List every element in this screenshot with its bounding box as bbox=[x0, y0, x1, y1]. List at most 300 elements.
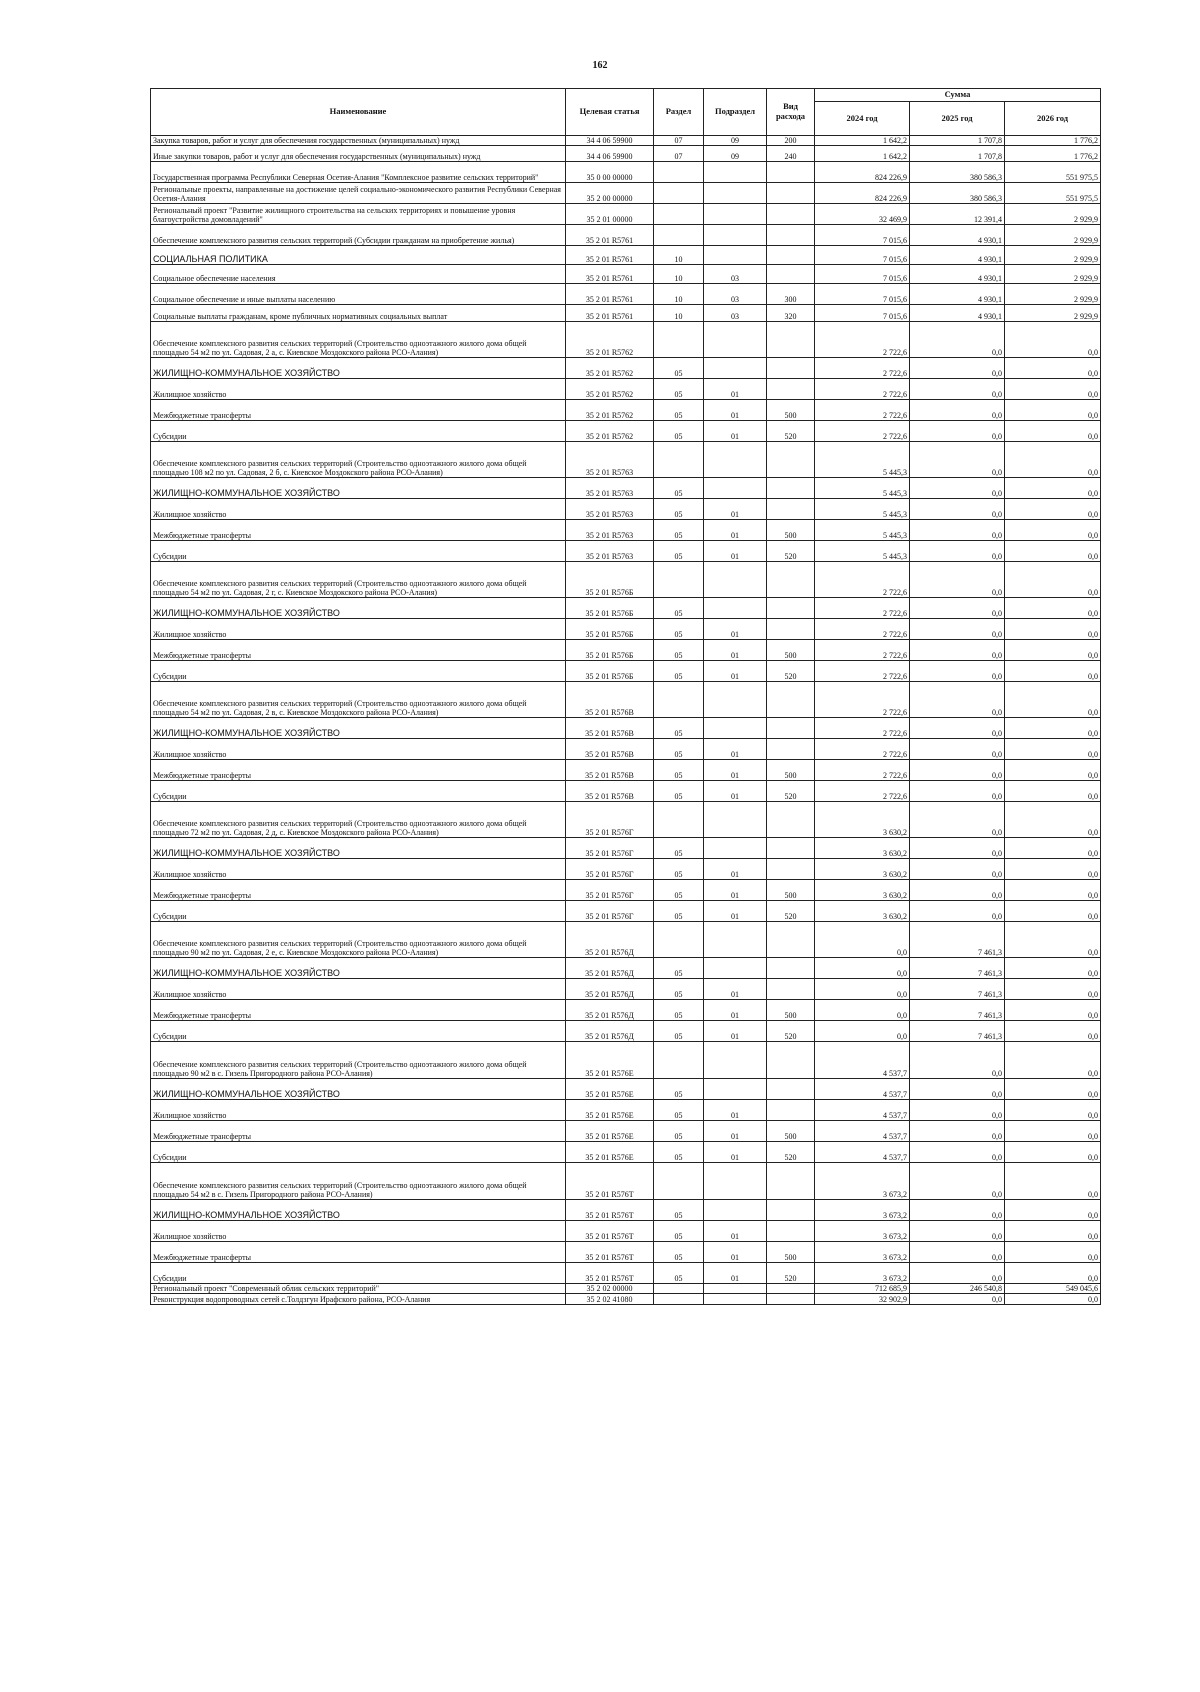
table-row bbox=[151, 901, 1101, 922]
cell-name: ЖИЛИЩНО-КОММУНАЛЬНОЕ ХОЗЯЙСТВО bbox=[151, 1079, 566, 1100]
table-row bbox=[151, 265, 1101, 284]
table-row bbox=[151, 838, 1101, 859]
cell-sum-2024: 5 445,3 bbox=[815, 442, 910, 478]
table-row bbox=[151, 802, 1101, 838]
cell-sum-2026: 0,0 bbox=[1005, 520, 1101, 541]
cell-expense-type bbox=[767, 322, 815, 358]
cell-target-article: 35 2 01 R5762 bbox=[566, 400, 654, 421]
cell-target-article: 35 2 01 R576Т bbox=[566, 1242, 654, 1263]
cell-target-article: 35 2 01 R5763 bbox=[566, 499, 654, 520]
cell-name: Социальное обеспечение и иные выплаты населению bbox=[151, 284, 566, 305]
cell-subsection: 09 bbox=[704, 136, 767, 146]
cell-sum-2025: 0,0 bbox=[910, 1221, 1005, 1242]
cell-name: Обеспечение комплексного развития сельских территорий (Строительство одноэтажного жилого дома общей площадью 54 м2 по ул. Садовая, 2 а, с. Киевское Моздокского района РСО-Алания) bbox=[151, 322, 566, 358]
cell-name: Жилищное хозяйство bbox=[151, 619, 566, 640]
table-body bbox=[151, 136, 1101, 1305]
cell-sum-2024: 3 630,2 bbox=[815, 838, 910, 859]
cell-sum-2026: 0,0 bbox=[1005, 442, 1101, 478]
cell-subsection: 01 bbox=[704, 979, 767, 1000]
cell-sum-2024: 4 537,7 bbox=[815, 1142, 910, 1163]
cell-name: Региональные проекты, направленные на достижение целей социально-экономического развития Республики Северная Осетия-Алания bbox=[151, 183, 566, 204]
cell-expense-type bbox=[767, 922, 815, 958]
cell-sum-2026: 0,0 bbox=[1005, 1079, 1101, 1100]
cell-section bbox=[654, 162, 704, 183]
cell-subsection bbox=[704, 183, 767, 204]
cell-sum-2024: 5 445,3 bbox=[815, 541, 910, 562]
cell-target-article: 35 2 01 R5763 bbox=[566, 541, 654, 562]
table-row bbox=[151, 1163, 1101, 1200]
header-expense-type: Вид расхода bbox=[767, 89, 815, 136]
cell-sum-2025: 0,0 bbox=[910, 1121, 1005, 1142]
table-row bbox=[151, 1100, 1101, 1121]
table-row bbox=[151, 322, 1101, 358]
cell-sum-2025: 4 930,1 bbox=[910, 246, 1005, 265]
cell-sum-2024: 7 015,6 bbox=[815, 305, 910, 322]
cell-subsection bbox=[704, 1200, 767, 1221]
cell-target-article: 35 2 01 R5763 bbox=[566, 520, 654, 541]
cell-section: 10 bbox=[654, 265, 704, 284]
cell-sum-2026: 0,0 bbox=[1005, 478, 1101, 499]
cell-name: Межбюджетные трансферты bbox=[151, 880, 566, 901]
cell-subsection bbox=[704, 442, 767, 478]
cell-sum-2026: 0,0 bbox=[1005, 379, 1101, 400]
cell-sum-2025: 0,0 bbox=[910, 640, 1005, 661]
cell-name: Обеспечение комплексного развития сельских территорий (Строительство одноэтажного жилого дома общей площадью 54 м2 по ул. Садовая, 2 в, с. Киевское Моздокского района РСО-Алания) bbox=[151, 682, 566, 718]
cell-name: Социальное обеспечение населения bbox=[151, 265, 566, 284]
table-row bbox=[151, 284, 1101, 305]
cell-sum-2026: 0,0 bbox=[1005, 781, 1101, 802]
cell-expense-type bbox=[767, 183, 815, 204]
cell-target-article: 35 2 01 R576Б bbox=[566, 598, 654, 619]
cell-target-article: 35 2 01 R576Д bbox=[566, 1000, 654, 1021]
cell-expense-type: 520 bbox=[767, 1263, 815, 1284]
cell-subsection bbox=[704, 1163, 767, 1200]
table-row bbox=[151, 1042, 1101, 1079]
cell-section bbox=[654, 322, 704, 358]
cell-name: Субсидии bbox=[151, 901, 566, 922]
cell-sum-2024: 3 673,2 bbox=[815, 1200, 910, 1221]
cell-section: 07 bbox=[654, 146, 704, 162]
table-header bbox=[151, 89, 1101, 136]
table-row bbox=[151, 1121, 1101, 1142]
cell-sum-2025: 0,0 bbox=[910, 1163, 1005, 1200]
cell-sum-2024: 0,0 bbox=[815, 1021, 910, 1042]
cell-section: 05 bbox=[654, 958, 704, 979]
cell-sum-2025: 0,0 bbox=[910, 838, 1005, 859]
table-row bbox=[151, 760, 1101, 781]
cell-sum-2026: 0,0 bbox=[1005, 598, 1101, 619]
cell-expense-type bbox=[767, 1042, 815, 1079]
cell-section: 05 bbox=[654, 1242, 704, 1263]
cell-sum-2026: 2 929,9 bbox=[1005, 225, 1101, 246]
cell-name: Жилищное хозяйство bbox=[151, 859, 566, 880]
cell-name: Субсидии bbox=[151, 541, 566, 562]
cell-section: 05 bbox=[654, 838, 704, 859]
cell-subsection: 01 bbox=[704, 400, 767, 421]
cell-sum-2026: 0,0 bbox=[1005, 1294, 1101, 1305]
cell-target-article: 35 2 01 R5762 bbox=[566, 421, 654, 442]
cell-sum-2024: 5 445,3 bbox=[815, 499, 910, 520]
cell-section: 05 bbox=[654, 358, 704, 379]
cell-subsection bbox=[704, 922, 767, 958]
header-year-2024: 2024 год bbox=[815, 102, 910, 136]
cell-sum-2024: 824 226,9 bbox=[815, 183, 910, 204]
cell-target-article: 35 0 00 00000 bbox=[566, 162, 654, 183]
cell-expense-type: 240 bbox=[767, 146, 815, 162]
cell-sum-2026: 0,0 bbox=[1005, 322, 1101, 358]
cell-sum-2026: 0,0 bbox=[1005, 760, 1101, 781]
cell-target-article: 35 2 01 R576Б bbox=[566, 619, 654, 640]
table-row bbox=[151, 958, 1101, 979]
cell-sum-2025: 7 461,3 bbox=[910, 1000, 1005, 1021]
cell-sum-2026: 0,0 bbox=[1005, 499, 1101, 520]
cell-expense-type bbox=[767, 802, 815, 838]
cell-sum-2025: 0,0 bbox=[910, 358, 1005, 379]
cell-sum-2026: 0,0 bbox=[1005, 859, 1101, 880]
cell-expense-type bbox=[767, 358, 815, 379]
cell-target-article: 35 2 01 R576Е bbox=[566, 1100, 654, 1121]
cell-sum-2026: 0,0 bbox=[1005, 802, 1101, 838]
cell-section: 05 bbox=[654, 1100, 704, 1121]
cell-sum-2024: 2 722,6 bbox=[815, 682, 910, 718]
cell-section: 05 bbox=[654, 478, 704, 499]
cell-target-article: 35 2 01 R576Е bbox=[566, 1121, 654, 1142]
cell-sum-2025: 4 930,1 bbox=[910, 305, 1005, 322]
cell-sum-2024: 5 445,3 bbox=[815, 478, 910, 499]
cell-sum-2024: 3 630,2 bbox=[815, 880, 910, 901]
cell-name: Обеспечение комплексного развития сельских территорий (Строительство одноэтажного жилого дома общей площадью 54 м2 по ул. Садовая, 2 г, с. Киевское Моздокского района РСО-Алания) bbox=[151, 562, 566, 598]
cell-name: Жилищное хозяйство bbox=[151, 1221, 566, 1242]
cell-sum-2026: 0,0 bbox=[1005, 880, 1101, 901]
cell-sum-2025: 0,0 bbox=[910, 661, 1005, 682]
cell-sum-2026: 0,0 bbox=[1005, 1242, 1101, 1263]
cell-section: 05 bbox=[654, 1000, 704, 1021]
cell-subsection bbox=[704, 1294, 767, 1305]
cell-sum-2024: 1 642,2 bbox=[815, 146, 910, 162]
cell-target-article: 35 2 01 R576Д bbox=[566, 1021, 654, 1042]
cell-sum-2026: 0,0 bbox=[1005, 619, 1101, 640]
cell-name: Реконструкция водопроводных сетей с.Толдзгун Ирафского района, РСО-Алания bbox=[151, 1294, 566, 1305]
cell-expense-type bbox=[767, 1163, 815, 1200]
cell-expense-type: 520 bbox=[767, 901, 815, 922]
cell-subsection: 01 bbox=[704, 1242, 767, 1263]
cell-sum-2026: 0,0 bbox=[1005, 718, 1101, 739]
cell-subsection: 01 bbox=[704, 1100, 767, 1121]
table-row bbox=[151, 1079, 1101, 1100]
cell-section: 05 bbox=[654, 901, 704, 922]
cell-subsection bbox=[704, 718, 767, 739]
cell-sum-2025: 7 461,3 bbox=[910, 1021, 1005, 1042]
cell-sum-2025: 0,0 bbox=[910, 541, 1005, 562]
cell-sum-2025: 0,0 bbox=[910, 421, 1005, 442]
cell-name: Субсидии bbox=[151, 1263, 566, 1284]
cell-target-article: 35 2 01 R576Г bbox=[566, 880, 654, 901]
cell-sum-2026: 0,0 bbox=[1005, 1000, 1101, 1021]
cell-expense-type bbox=[767, 838, 815, 859]
cell-subsection: 01 bbox=[704, 1021, 767, 1042]
cell-target-article: 35 2 01 R576В bbox=[566, 781, 654, 802]
cell-sum-2025: 380 586,3 bbox=[910, 162, 1005, 183]
cell-expense-type: 320 bbox=[767, 305, 815, 322]
cell-subsection bbox=[704, 358, 767, 379]
table-row bbox=[151, 1284, 1101, 1294]
cell-sum-2024: 2 722,6 bbox=[815, 379, 910, 400]
cell-section bbox=[654, 802, 704, 838]
budget-table bbox=[150, 88, 1101, 1305]
cell-target-article: 35 2 01 R5761 bbox=[566, 246, 654, 265]
cell-expense-type: 500 bbox=[767, 640, 815, 661]
cell-sum-2024: 2 722,6 bbox=[815, 781, 910, 802]
cell-subsection bbox=[704, 1042, 767, 1079]
cell-sum-2025: 7 461,3 bbox=[910, 922, 1005, 958]
cell-section: 05 bbox=[654, 661, 704, 682]
table-row bbox=[151, 541, 1101, 562]
cell-section bbox=[654, 1042, 704, 1079]
cell-sum-2024: 4 537,7 bbox=[815, 1121, 910, 1142]
cell-name: Субсидии bbox=[151, 781, 566, 802]
cell-sum-2024: 2 722,6 bbox=[815, 562, 910, 598]
cell-sum-2026: 0,0 bbox=[1005, 1100, 1101, 1121]
table-row bbox=[151, 136, 1101, 146]
cell-expense-type bbox=[767, 225, 815, 246]
cell-target-article: 35 2 01 R576Е bbox=[566, 1142, 654, 1163]
cell-name: СОЦИАЛЬНАЯ ПОЛИТИКА bbox=[151, 246, 566, 265]
cell-name: Обеспечение комплексного развития сельских территорий (Строительство одноэтажного жилого дома общей площадью 54 м2 в с. Гизель Пригородного района РСО-Алания) bbox=[151, 1163, 566, 1200]
cell-sum-2025: 0,0 bbox=[910, 520, 1005, 541]
cell-sum-2024: 7 015,6 bbox=[815, 246, 910, 265]
cell-section bbox=[654, 682, 704, 718]
cell-subsection: 01 bbox=[704, 661, 767, 682]
cell-name: Региональный проект "Развитие жилищного строительства на сельских территориях и повышение уровня благоустройства домовладений" bbox=[151, 204, 566, 225]
cell-sum-2026: 1 776,2 bbox=[1005, 136, 1101, 146]
cell-sum-2025: 0,0 bbox=[910, 739, 1005, 760]
cell-section: 05 bbox=[654, 598, 704, 619]
cell-expense-type: 500 bbox=[767, 760, 815, 781]
cell-section: 05 bbox=[654, 421, 704, 442]
table-row bbox=[151, 739, 1101, 760]
cell-subsection bbox=[704, 246, 767, 265]
cell-section bbox=[654, 225, 704, 246]
cell-name: Межбюджетные трансферты bbox=[151, 520, 566, 541]
table-row bbox=[151, 442, 1101, 478]
cell-expense-type: 520 bbox=[767, 661, 815, 682]
cell-name: Обеспечение комплексного развития сельских территорий (Субсидии гражданам на приобретение жилья) bbox=[151, 225, 566, 246]
cell-target-article: 35 2 01 00000 bbox=[566, 204, 654, 225]
cell-name: Межбюджетные трансферты bbox=[151, 1121, 566, 1142]
cell-sum-2025: 0,0 bbox=[910, 802, 1005, 838]
cell-sum-2024: 2 722,6 bbox=[815, 661, 910, 682]
cell-sum-2026: 0,0 bbox=[1005, 739, 1101, 760]
cell-sum-2024: 2 722,6 bbox=[815, 718, 910, 739]
table-row bbox=[151, 1242, 1101, 1263]
cell-expense-type bbox=[767, 379, 815, 400]
cell-sum-2025: 7 461,3 bbox=[910, 979, 1005, 1000]
cell-sum-2026: 0,0 bbox=[1005, 562, 1101, 598]
cell-name: ЖИЛИЩНО-КОММУНАЛЬНОЕ ХОЗЯЙСТВО bbox=[151, 1200, 566, 1221]
cell-expense-type: 520 bbox=[767, 1142, 815, 1163]
cell-target-article: 35 2 01 R576Т bbox=[566, 1163, 654, 1200]
cell-name: ЖИЛИЩНО-КОММУНАЛЬНОЕ ХОЗЯЙСТВО bbox=[151, 358, 566, 379]
cell-sum-2026: 0,0 bbox=[1005, 421, 1101, 442]
cell-expense-type bbox=[767, 1294, 815, 1305]
cell-sum-2025: 0,0 bbox=[910, 1200, 1005, 1221]
cell-subsection: 01 bbox=[704, 901, 767, 922]
cell-section: 05 bbox=[654, 1221, 704, 1242]
cell-section bbox=[654, 204, 704, 225]
cell-sum-2025: 0,0 bbox=[910, 1294, 1005, 1305]
cell-sum-2024: 0,0 bbox=[815, 958, 910, 979]
table-row bbox=[151, 661, 1101, 682]
cell-sum-2025: 7 461,3 bbox=[910, 958, 1005, 979]
cell-target-article: 35 2 01 R576Б bbox=[566, 562, 654, 598]
cell-target-article: 35 2 01 R5761 bbox=[566, 265, 654, 284]
cell-section: 10 bbox=[654, 305, 704, 322]
cell-target-article: 35 2 01 R576Т bbox=[566, 1221, 654, 1242]
cell-sum-2026: 0,0 bbox=[1005, 1121, 1101, 1142]
cell-sum-2024: 2 722,6 bbox=[815, 322, 910, 358]
cell-subsection: 03 bbox=[704, 284, 767, 305]
cell-sum-2026: 0,0 bbox=[1005, 1200, 1101, 1221]
cell-expense-type bbox=[767, 1200, 815, 1221]
cell-sum-2025: 0,0 bbox=[910, 781, 1005, 802]
cell-expense-type: 500 bbox=[767, 880, 815, 901]
cell-name: ЖИЛИЩНО-КОММУНАЛЬНОЕ ХОЗЯЙСТВО bbox=[151, 718, 566, 739]
cell-sum-2024: 2 722,6 bbox=[815, 598, 910, 619]
cell-section bbox=[654, 922, 704, 958]
cell-subsection bbox=[704, 598, 767, 619]
cell-target-article: 35 2 01 R576Е bbox=[566, 1079, 654, 1100]
table-row bbox=[151, 499, 1101, 520]
table-row bbox=[151, 1200, 1101, 1221]
cell-target-article: 35 2 01 R576Б bbox=[566, 661, 654, 682]
cell-sum-2026: 0,0 bbox=[1005, 358, 1101, 379]
cell-sum-2024: 2 722,6 bbox=[815, 739, 910, 760]
cell-sum-2025: 0,0 bbox=[910, 1100, 1005, 1121]
cell-sum-2025: 4 930,1 bbox=[910, 225, 1005, 246]
cell-sum-2025: 1 707,8 bbox=[910, 146, 1005, 162]
cell-subsection: 01 bbox=[704, 1263, 767, 1284]
cell-name: Жилищное хозяйство bbox=[151, 379, 566, 400]
table-row bbox=[151, 1000, 1101, 1021]
cell-sum-2024: 712 685,9 bbox=[815, 1284, 910, 1294]
cell-expense-type: 500 bbox=[767, 1121, 815, 1142]
cell-target-article: 35 2 01 R576Г bbox=[566, 802, 654, 838]
cell-sum-2024: 2 722,6 bbox=[815, 421, 910, 442]
cell-expense-type: 500 bbox=[767, 1000, 815, 1021]
cell-subsection bbox=[704, 562, 767, 598]
cell-sum-2026: 0,0 bbox=[1005, 958, 1101, 979]
cell-section: 05 bbox=[654, 760, 704, 781]
cell-subsection: 01 bbox=[704, 619, 767, 640]
header-year-2026: 2026 год bbox=[1005, 102, 1101, 136]
table-row bbox=[151, 1221, 1101, 1242]
cell-subsection: 01 bbox=[704, 1000, 767, 1021]
cell-section bbox=[654, 1284, 704, 1294]
cell-section: 05 bbox=[654, 859, 704, 880]
cell-sum-2025: 0,0 bbox=[910, 1242, 1005, 1263]
cell-target-article: 35 2 01 R5761 bbox=[566, 284, 654, 305]
cell-sum-2026: 0,0 bbox=[1005, 661, 1101, 682]
cell-sum-2025: 0,0 bbox=[910, 322, 1005, 358]
table-row bbox=[151, 520, 1101, 541]
cell-subsection: 01 bbox=[704, 1142, 767, 1163]
cell-subsection bbox=[704, 162, 767, 183]
cell-expense-type bbox=[767, 204, 815, 225]
table-row bbox=[151, 146, 1101, 162]
cell-sum-2024: 2 722,6 bbox=[815, 619, 910, 640]
cell-target-article: 35 2 02 41080 bbox=[566, 1294, 654, 1305]
cell-name: Региональный проект "Современный облик сельских территорий" bbox=[151, 1284, 566, 1294]
cell-sum-2025: 0,0 bbox=[910, 901, 1005, 922]
cell-expense-type bbox=[767, 682, 815, 718]
cell-name: Жилищное хозяйство bbox=[151, 499, 566, 520]
cell-expense-type bbox=[767, 598, 815, 619]
cell-expense-type bbox=[767, 1100, 815, 1121]
cell-section bbox=[654, 183, 704, 204]
cell-subsection: 01 bbox=[704, 640, 767, 661]
cell-target-article: 35 2 01 R576Г bbox=[566, 901, 654, 922]
cell-sum-2025: 0,0 bbox=[910, 478, 1005, 499]
table-row bbox=[151, 598, 1101, 619]
cell-expense-type bbox=[767, 859, 815, 880]
cell-sum-2026: 0,0 bbox=[1005, 400, 1101, 421]
cell-sum-2025: 0,0 bbox=[910, 1263, 1005, 1284]
cell-section bbox=[654, 442, 704, 478]
header-name: Наименование bbox=[151, 89, 566, 136]
table-row bbox=[151, 358, 1101, 379]
cell-sum-2026: 2 929,9 bbox=[1005, 246, 1101, 265]
table-row bbox=[151, 562, 1101, 598]
header-target-article: Целевая статья bbox=[566, 89, 654, 136]
cell-name: Обеспечение комплексного развития сельских территорий (Строительство одноэтажного жилого дома общей площадью 72 м2 по ул. Садовая, 2 д, с. Киевское Моздокского района РСО-Алания) bbox=[151, 802, 566, 838]
cell-expense-type bbox=[767, 442, 815, 478]
cell-target-article: 35 2 00 00000 bbox=[566, 183, 654, 204]
cell-target-article: 35 2 01 R576Т bbox=[566, 1200, 654, 1221]
cell-subsection bbox=[704, 204, 767, 225]
cell-subsection: 01 bbox=[704, 859, 767, 880]
cell-target-article: 35 2 01 R5761 bbox=[566, 305, 654, 322]
cell-section: 05 bbox=[654, 379, 704, 400]
cell-subsection bbox=[704, 802, 767, 838]
cell-expense-type bbox=[767, 478, 815, 499]
cell-subsection bbox=[704, 1284, 767, 1294]
cell-name: Иные закупки товаров, работ и услуг для обеспечения государственных (муниципальных) нужд bbox=[151, 146, 566, 162]
cell-target-article: 35 2 01 R576В bbox=[566, 682, 654, 718]
table-row bbox=[151, 478, 1101, 499]
cell-section: 05 bbox=[654, 979, 704, 1000]
cell-name: Субсидии bbox=[151, 1021, 566, 1042]
cell-sum-2024: 824 226,9 bbox=[815, 162, 910, 183]
cell-name: Субсидии bbox=[151, 1142, 566, 1163]
cell-subsection: 01 bbox=[704, 781, 767, 802]
cell-target-article: 35 2 01 R5761 bbox=[566, 225, 654, 246]
table-row bbox=[151, 880, 1101, 901]
cell-sum-2024: 3 673,2 bbox=[815, 1221, 910, 1242]
cell-sum-2024: 32 469,9 bbox=[815, 204, 910, 225]
cell-expense-type: 500 bbox=[767, 400, 815, 421]
cell-expense-type bbox=[767, 979, 815, 1000]
cell-expense-type: 300 bbox=[767, 284, 815, 305]
cell-target-article: 35 2 01 R576Д bbox=[566, 958, 654, 979]
cell-section bbox=[654, 1163, 704, 1200]
cell-sum-2026: 2 929,9 bbox=[1005, 305, 1101, 322]
cell-subsection: 01 bbox=[704, 499, 767, 520]
cell-sum-2024: 7 015,6 bbox=[815, 225, 910, 246]
cell-section: 05 bbox=[654, 400, 704, 421]
cell-sum-2026: 0,0 bbox=[1005, 922, 1101, 958]
cell-expense-type bbox=[767, 499, 815, 520]
cell-subsection bbox=[704, 682, 767, 718]
